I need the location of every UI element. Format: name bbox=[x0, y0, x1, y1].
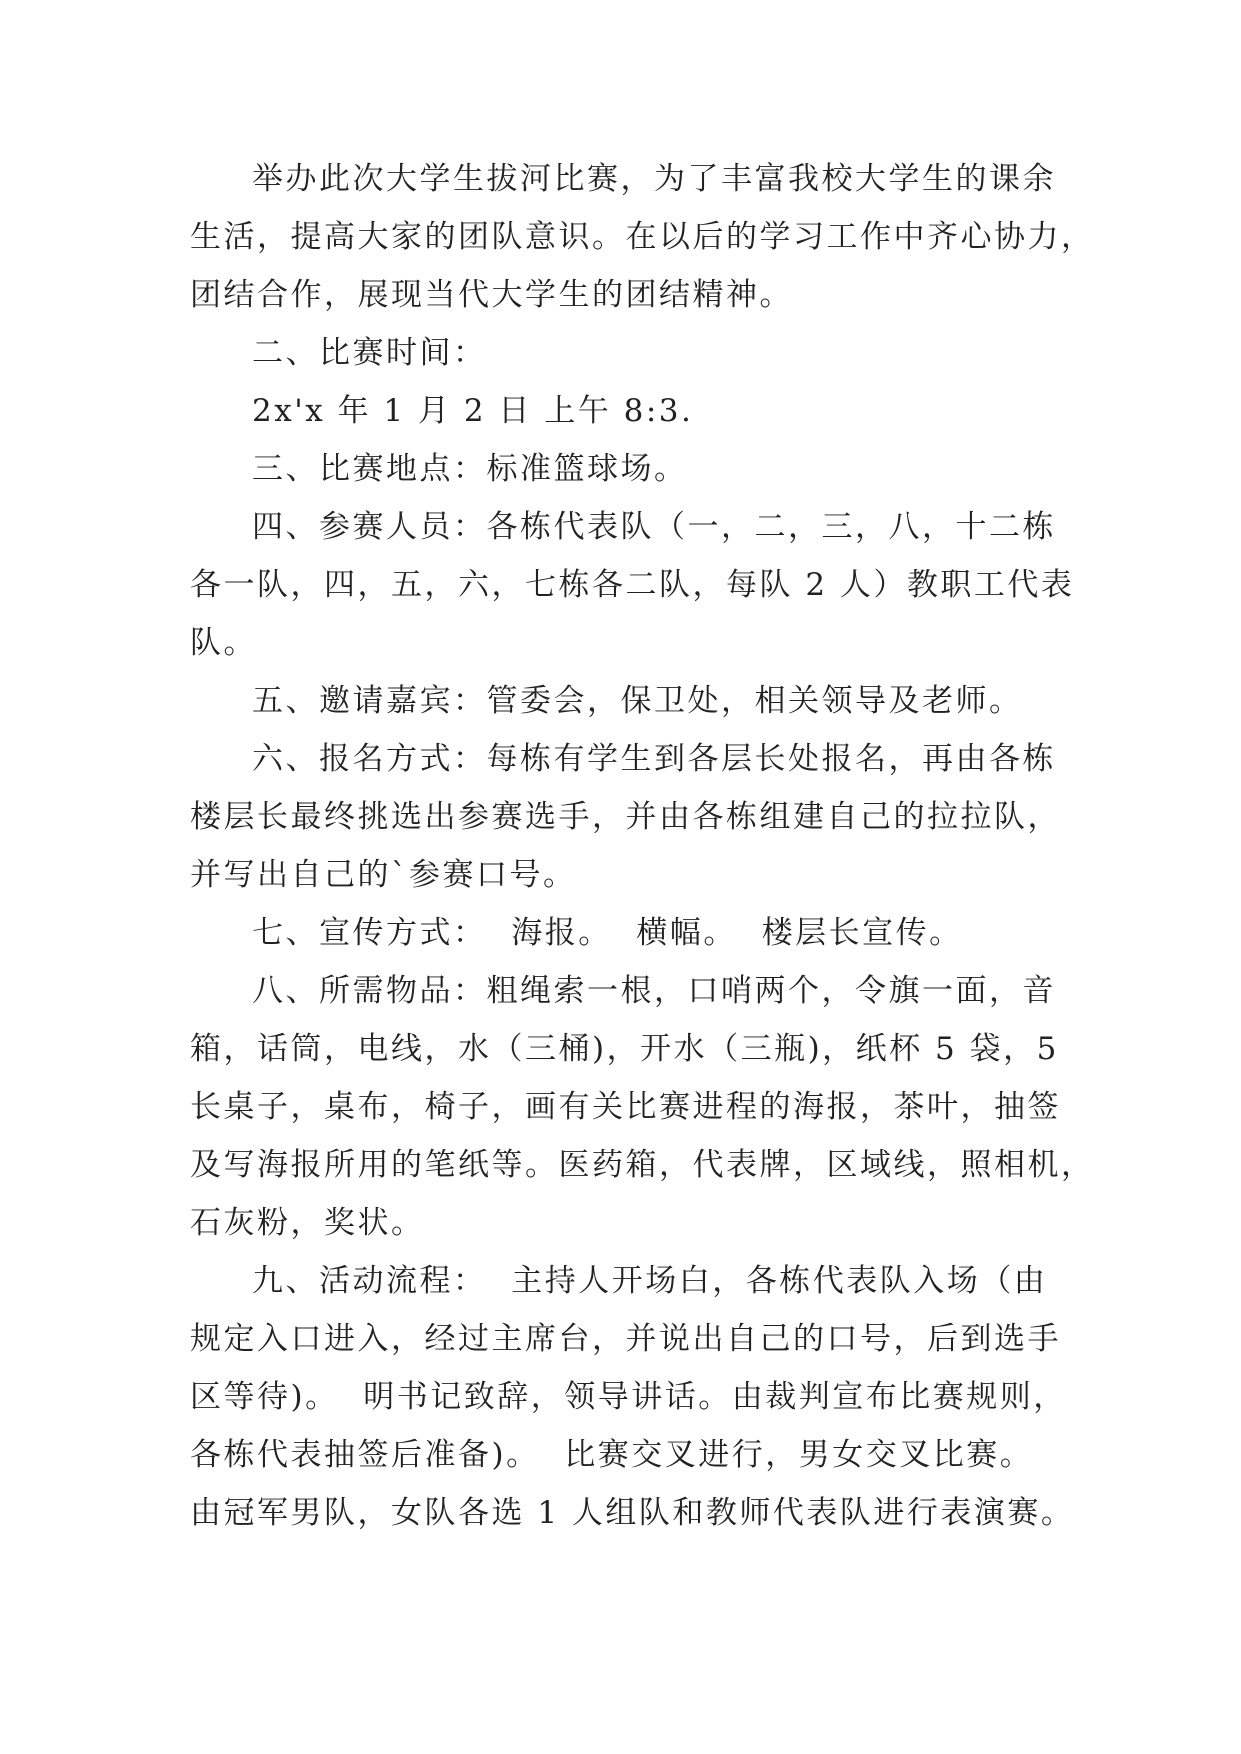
text-line: 各一队，四，五，六，七栋各二队，每队 2 人）教职工代表 bbox=[190, 567, 1075, 603]
paragraph-time-value bbox=[190, 382, 1070, 440]
text-line: 楼层长最终挑选出参赛选手，并由各栋组建自己的拉拉队， bbox=[190, 799, 1061, 835]
text-line: 并写出自己的`参赛口号。 bbox=[190, 857, 577, 893]
paragraph-guests bbox=[190, 672, 1070, 730]
text-line: 九、活动流程： 主持人开场白，各栋代表队入场（由 bbox=[252, 1263, 1048, 1299]
paragraph-supplies bbox=[190, 962, 1095, 1252]
text-line: 区等待)。 明书记致辞，领导讲话。由裁判宣布比赛规则， bbox=[190, 1379, 1067, 1415]
paragraph-purpose bbox=[190, 150, 1095, 324]
paragraph-procedure bbox=[190, 1252, 1075, 1542]
text-line: 举办此次大学生拔河比赛，为了丰富我校大学生的课余 bbox=[252, 161, 1056, 197]
text-line: 各栋代表抽签后准备)。 比赛交叉进行，男女交叉比赛。 bbox=[190, 1437, 1034, 1473]
paragraph-registration bbox=[190, 730, 1070, 904]
text-line: 四、参赛人员：各栋代表队（一，二，三，八，十二栋 bbox=[252, 509, 1056, 545]
text-line: 二、比赛时间： bbox=[252, 335, 487, 371]
section-heading-time bbox=[190, 324, 1070, 382]
text-line: 六、报名方式：每栋有学生到各层长处报名，再由各栋 bbox=[252, 741, 1056, 777]
paragraph-participants bbox=[190, 498, 1075, 672]
text-line: 团结合作，展现当代大学生的团结精神。 bbox=[190, 277, 793, 313]
text-line: 五、邀请嘉宾：管委会，保卫处，相关领导及老师。 bbox=[252, 683, 1023, 719]
paragraph-promotion bbox=[190, 904, 1070, 962]
document-body bbox=[190, 150, 1095, 1542]
text-line: 及写海报所用的笔纸等。医药箱，代表牌，区域线，照相机， bbox=[190, 1147, 1095, 1183]
text-line: 由冠军男队，女队各选 1 人组队和教师代表队进行表演赛。 bbox=[190, 1495, 1075, 1531]
text-line: 三、比赛地点：标准篮球场。 bbox=[252, 451, 688, 487]
text-line: 箱，话筒，电线，水（三桶)，开水（三瓶)，纸杯 5 袋，5 bbox=[190, 1031, 1059, 1067]
text-line: 规定入口进入，经过主席台，并说出自己的口号，后到选手 bbox=[190, 1321, 1061, 1357]
text-line: 生活，提高大家的团队意识。在以后的学习工作中齐心协力， bbox=[190, 219, 1095, 255]
text-line: 七、宣传方式： 海报。 横幅。 楼层长宣传。 bbox=[252, 915, 963, 951]
text-line: 石灰粉，奖状。 bbox=[190, 1205, 425, 1241]
text-line: 八、所需物品：粗绳索一根，口哨两个，令旗一面，音 bbox=[252, 973, 1056, 1009]
text-line: 长桌子，桌布，椅子，画有关比赛进程的海报，茶叶，抽签 bbox=[190, 1089, 1061, 1125]
text-line: 2x'x 年 1 月 2 日 上午 8:3. bbox=[252, 393, 694, 429]
text-line: 队。 bbox=[190, 625, 257, 661]
paragraph-location bbox=[190, 440, 1070, 498]
